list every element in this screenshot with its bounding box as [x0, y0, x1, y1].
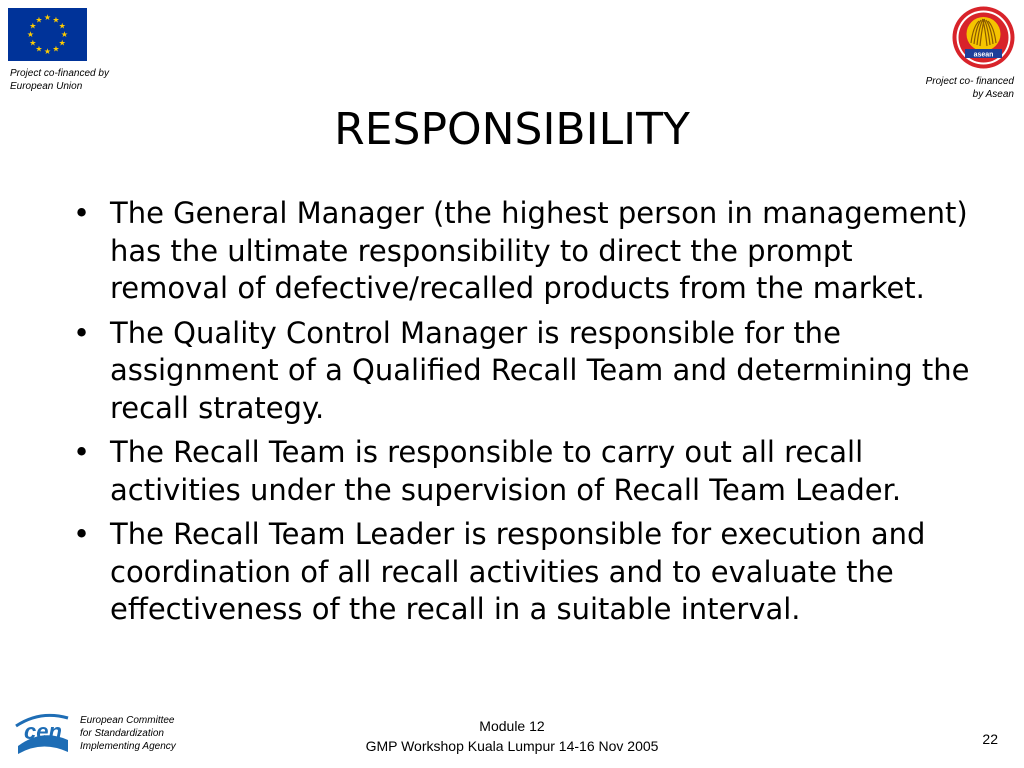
bullet-item	[70, 315, 970, 428]
bullet-marker: •	[73, 435, 91, 469]
svg-text:★: ★	[26, 30, 35, 39]
bullet-list	[70, 195, 970, 636]
cen-caption-line: for Standardization	[80, 728, 164, 739]
asean-logo-text: asean	[973, 51, 994, 59]
svg-text:★: ★	[29, 38, 37, 48]
footer-info	[0, 716, 1024, 756]
svg-text:★: ★	[43, 47, 52, 56]
cen-caption-line: European Committee	[80, 715, 175, 726]
svg-text:★: ★	[29, 21, 37, 31]
svg-text:★: ★	[35, 15, 43, 25]
svg-text:★: ★	[60, 30, 69, 39]
eu-caption-line: Project co-financed by	[10, 68, 109, 79]
footer-workshop: GMP Workshop Kuala Lumpur 14-16 Nov 2005	[365, 738, 659, 754]
page-number: 22	[982, 731, 998, 747]
bullet-item	[70, 195, 970, 308]
slide-title: RESPONSIBILITY	[334, 104, 690, 155]
svg-text:★: ★	[58, 21, 66, 31]
svg-text:★: ★	[35, 44, 43, 54]
eu-cofinanced-caption	[10, 67, 160, 93]
bullet-item	[70, 516, 970, 629]
eu-caption-line: European Union	[10, 81, 83, 92]
bullet-item	[70, 434, 970, 509]
cen-caption-line: Implementing Agency	[80, 741, 176, 752]
asean-cofinanced-caption	[864, 75, 1014, 101]
eu-flag-icon	[8, 8, 87, 61]
bullet-text: The General Manager (the highest person in management) has the ultimate responsibility to direct the prompt removal of defective/recalled products from the market.	[110, 196, 968, 305]
bullet-text: The Quality Control Manager is responsible for the assignment of a Qualified Recall Team and determining the recall strategy.	[110, 315, 970, 425]
svg-text:★: ★	[52, 15, 60, 25]
svg-text:★: ★	[58, 38, 66, 48]
asean-caption-line: Project co- financed	[925, 76, 1014, 87]
bullet-text: The Recall Team is responsible to carry out all recall activities under the supervision of Recall Team Leader.	[110, 435, 902, 507]
bullet-text: The Recall Team Leader is responsible for execution and coordination of all recall activities and to evaluate the effectiveness of the recall in a suitable interval.	[110, 517, 926, 626]
cen-logo-text: cen	[24, 719, 62, 744]
asean-emblem-icon	[951, 5, 1016, 70]
bullet-marker: •	[73, 315, 91, 350]
bullet-marker: •	[73, 517, 91, 551]
footer-module: Module 12	[479, 718, 545, 734]
asean-caption-line: by Asean	[972, 89, 1014, 100]
svg-text:★: ★	[52, 44, 60, 54]
bullet-marker: •	[73, 196, 91, 230]
svg-text:★: ★	[43, 13, 52, 22]
